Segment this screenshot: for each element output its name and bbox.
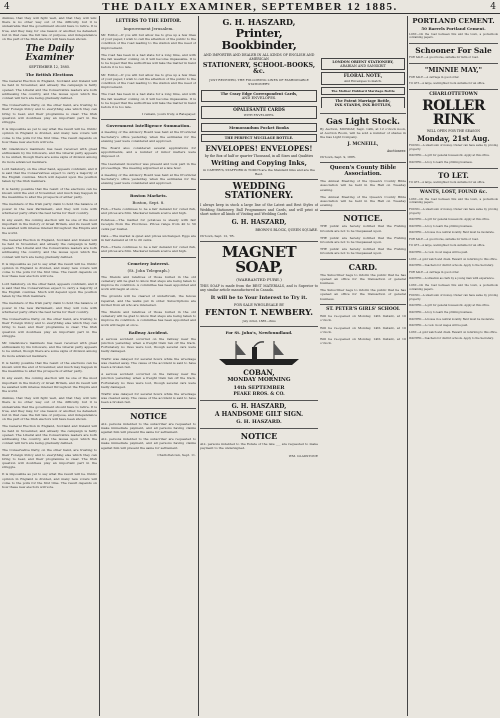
gas-stock-heading: Gas Light Stock. — [326, 116, 400, 126]
article-text: It is hardly possible that the result of the elections can be known until the end of November, and much may happen in the meantime to alter the prospects of either party. — [2, 360, 97, 374]
steamship-illustration — [214, 337, 304, 367]
want-item: LOST.—A gold watch and chain. Reward on returning to this office. — [409, 257, 498, 261]
markets-date: Boston, Sept. 8. — [132, 199, 165, 205]
want-item: WANTED.—A cook. Good wages will be paid. — [409, 251, 469, 255]
envelopes-headline: ENVELOPES! ENVELOPES! — [205, 143, 313, 153]
article-text: In any event, the coming election will be one of the most important in the history of Great Britain, and its result will be awaited with intense interest throughout the Empire and the world. — [2, 217, 97, 235]
box-subtitle: ARABIAN AND SANSKRIT — [340, 64, 386, 68]
soap-date: July 22nd, 1885—6ms — [242, 319, 276, 324]
column-4-ads — [320, 16, 406, 716]
ship-agent: PEAKE BROS. & CO. — [233, 391, 285, 397]
want-item: WANTED.—Teachers for district schools. Apply to the Secretary. — [409, 337, 494, 341]
card-text: The Subscriber begs to inform the public that he has opened an office for the transaction of general business. — [320, 272, 406, 285]
schooner-heading: Schooner For Sale — [415, 45, 492, 55]
column-rule — [407, 16, 408, 716]
box-subtitle: WITH ENVELOPES. — [243, 112, 275, 117]
want-item: TO LET.—A large, well-lighted room suitable for an office. — [409, 244, 486, 248]
column-5 — [409, 16, 498, 716]
box-title: INK STANDS, INK BOTTLES, — [334, 103, 392, 107]
want-item: FOR SALE.—A good horse, suitable for farm or road. — [409, 237, 479, 241]
notice-text: ALL persons indebted to the subscriber are requested to make immediate payment, and all persons having claims against him will present the same for settlement. — [101, 421, 196, 434]
school-text: Will be re-opened on Monday, 14th Instant, at 10 o'clock. — [320, 337, 406, 346]
rink-text: FOUND.—A small sum of money. Owner can have same by proving property. — [409, 144, 498, 151]
card-text: The Subscriber begs to inform the public that he has opened an office for the transaction of general business. — [320, 288, 406, 301]
letter-text: The road has been in a bad state for a long time, and with the fall weather coming on it will become impassable. It is to be hoped that the authorities will take the matter in hand before it is too late. — [101, 92, 196, 110]
notice-text: ALL persons indebted to the subscriber are requested to make immediate payment, and all persons having claims against him will present the same for settlement. — [101, 437, 196, 450]
box-title: THE PERFECT MUCILAGE BOTTLE. — [224, 135, 294, 140]
notice-text: THE public are hereby notified that the Fishing Grounds are not to be trespassed upon. — [320, 235, 406, 244]
shipping-heading: For St. John's, Newfoundland. — [225, 330, 293, 336]
inks-headline: Writing and Copying Inks, — [211, 158, 307, 167]
box-title: LONDON ORIENT STATIONERY, — [332, 60, 394, 64]
section-heading: Cemetery Interest. — [127, 260, 170, 266]
stationery-box — [201, 134, 317, 142]
schooner-name: "MINNIE MAY," — [424, 66, 483, 75]
rink-subline: WILL OPEN FOR THE SEASON — [426, 129, 481, 134]
schooner-text: FOR SALE.—A good horse, suitable for farm or road. — [409, 56, 479, 60]
article-text: The friends and relatives of those buried in the old cemetery will be glad to know that steps are being taken to improve its condition. A committee has been appointed and work will begin at once. — [101, 274, 196, 292]
school-text: Will be re-opened on Monday, 14th Instant, at 10 o'clock. — [320, 314, 406, 323]
article-text: A serious accident occurred on the railway near the junction yesterday, when a freight train ran off the track. Fortunately no lives were lost, though several cars were badly damaged. — [101, 372, 196, 389]
want-item: WANTED.—A situation as clerk by a young man with experience. — [409, 277, 495, 281]
want-item: WANTED.—A girl for general housework. Apply at this office. — [409, 304, 490, 308]
market-text: Oats.—The market is quiet and prices unchanged. Eggs are in fair demand at 18 to 20 cents. — [101, 233, 196, 242]
stationery-box — [321, 72, 405, 85]
ad-address: BROWN'S BLOCK, QUEEN SQUARE. — [255, 227, 318, 232]
soap-wholesale: FOR SALE WHOLESALE BY — [233, 302, 285, 307]
auctioneer-title: Auctioneer. — [386, 149, 406, 154]
newspaper-title: THE DAILY EXAMINER, SEPTEMBER 12 1885. — [102, 0, 398, 13]
advertiser-name: G. H. HASZARD, — [222, 17, 296, 27]
notice-heading: NOTICE. — [343, 213, 383, 224]
letters-subheading: Improvement Jerusalem. — [123, 26, 174, 31]
divider — [409, 187, 498, 188]
cement-heading: PORTLAND CEMENT. — [412, 17, 495, 25]
box-title: The Mother Hubbard Marriage Bottle — [331, 89, 395, 93]
schooner-text: TO LET.—A large, well-lighted room suitable for an office. — [409, 82, 486, 86]
divider — [200, 400, 318, 401]
wedding-headline: WEDDING STATIONERY. — [224, 182, 294, 202]
want-item: WANTED.—Teachers for district schools. Apply to the Secretary. — [409, 264, 494, 268]
want-item: FOUND.—A small sum of money. Owner can have same by proving property. — [409, 294, 498, 301]
box-title: Memorandum Pocket Books — [229, 124, 289, 130]
ship-icon — [214, 337, 304, 367]
to-let-heading: TO LET. — [438, 170, 469, 180]
article-text: Traffic was delayed for several hours while the wreckage was cleared away. The cause of the accident is said to have been a broken rail. — [101, 356, 196, 369]
rink-location: CHARLOTTETOWN — [429, 91, 478, 97]
market-text: Fish.—There continues to be a fair demand for cured fish, and prices are firm. Mackerel remain scarce and high. — [101, 245, 196, 254]
box-title: FLORAL NOTE, — [343, 74, 383, 79]
want-item: WANTED.—A cook. Good wages will be paid. — [409, 324, 469, 328]
divider — [409, 168, 498, 169]
article-text: dismiss, that they will fight well, and that they will win: there is no other way out of the difficulty, but it is undesirable that the government should have to retire. It is true, and they may, for one reason or another, be defeated; but in that case the full tale of purpose, and independence on the part of the Irish electors will have been shown. — [2, 396, 97, 422]
advertiser-name: G. H. HASZARD, — [231, 403, 287, 411]
roller-rink-headline: ROLLER RINK — [422, 98, 485, 129]
want-item: LOST.—On the road between this and the town, a pocketbook containing papers. — [409, 284, 498, 291]
bible-association-heading: Queen's County Bible Association. — [329, 165, 397, 177]
divider — [200, 326, 318, 327]
article-text: The Board also considered several applications for appointments, and a number of minor matters were disposed of. — [101, 146, 196, 159]
article-text: The Lieutenant Governor was present and took part in the proceedings. The meeting adjourned at a late hour. — [101, 161, 196, 170]
stationery-box-row — [200, 104, 318, 121]
market-text: Fish.—There continues to be a fair demand for cured fish, and prices are firm. Mackerel remain scarce and high. — [101, 206, 196, 215]
notice-text: THE public are hereby notified that the Fishing Grounds are not to be trespassed upon. — [320, 247, 406, 256]
notice-heading: NOTICE — [130, 410, 167, 421]
box-subtitle: And Envelopes to match. — [344, 79, 382, 83]
article-text: The friends and relatives of those buried in the old cemetery will be glad to know that steps are being taken to improve its condition. A committee has been appointed and work will begin at once. — [101, 309, 196, 327]
article-title: The British Elections — [25, 72, 74, 78]
article-text: dismiss, that they will fight well, and that they will win: there is no other way out of the difficulty, but it is undesirable that the government should have to retire. It is true, and they may, for one reason or another, be defeated; but in that case the full tale of purpose, and independence on the part of the Irish electors will have been shown. — [2, 16, 97, 42]
stationery-box-row — [200, 88, 318, 104]
article-text: Mr. Gladstone's manifesto has been received with great enthusiasm by his followers, and the Liberal party appears to be united, though there are some signs of division among its more advanced members. — [2, 147, 97, 164]
want-item: FOR SALE.—A carriage in good order. — [409, 270, 460, 274]
ad-signature: G. H. HASZARD. — [236, 419, 282, 426]
wedding-text: I always keep in stock a large line of the Latest and Best Styles of Wedding Stationery, Ball Programmes and Cards, and will print at short notice all kinds of Visiting and Wedding Cards — [200, 203, 318, 217]
page-number-right: 4 — [490, 1, 496, 12]
notice-text: THE public are hereby notified that the Fishing Grounds are not to be trespassed upon. — [320, 224, 406, 233]
ad-signature: G. H. HASZARD, — [231, 218, 287, 226]
want-item: LOST.—A gold watch and chain. Reward on returning to this office. — [409, 330, 498, 334]
want-item: WANTED.—A boy to learn the printing business. — [409, 311, 473, 315]
soap-callout: It will be to Your Interest to Try it. — [210, 294, 308, 301]
article-text: The Conservative Party, on the other hand, are trusting to their Foreign Policy and to everything else which they can bring to bear, and their programme is clear. The Irish question will doubtless play an important part in the struggle. — [2, 316, 97, 338]
ship-name: COBAN, — [243, 368, 275, 378]
column-rule — [198, 16, 199, 716]
masthead — [0, 0, 500, 14]
divider — [320, 210, 406, 211]
letter-signature: I remain, yours truly, A Ratepayer. — [142, 112, 196, 117]
box-title: OPALESANTE CARDS — [233, 107, 285, 113]
divider — [200, 241, 318, 242]
box-title: The Patent Marriage Bottle, — [335, 99, 391, 103]
letter-text: Mr. Editor,—If you will but allow me to give up a few lines of your paper, I wish to call the attention of the public to the condition of the road leading to the station and the need of improvement. — [101, 72, 196, 90]
school-text: Will be re-opened on Monday, 14th Instant, at 10 o'clock. — [320, 325, 406, 334]
ad-subline: AND IMPORTER AND DEALER IN ALL KINDS OF ENGLISH AND AMERICAN — [203, 53, 315, 61]
bible-association-text: The Annual Meeting of the Queen's County Bible Association will be held in the Hall on Tuesday evening. — [320, 194, 406, 208]
notice-signature: WM. GLADSTONE — [288, 453, 318, 458]
want-item: LOST.—On the road between this and the town, a pocketbook containing papers. — [409, 197, 498, 205]
article-text: It is impossible as yet to say what the result will be. Public opinion in England is divided, and many new voters will come to the polls for the first time. The result depends on how these new electors will vote. — [2, 472, 97, 490]
card-heading: CARD. — [348, 261, 378, 272]
stationery-box — [201, 106, 317, 119]
article-text: The grounds will be cleared of underbrush, the fences repaired, and the walks put in order. Subscriptions are invited from all who are interested. — [101, 294, 196, 307]
page-number-left: 4 — [4, 1, 10, 12]
letters-heading: LETTERS TO THE EDITOR. — [115, 19, 182, 24]
markets-heading: Boston Markets. — [129, 192, 168, 198]
article-text: The members of the Irish party claim to hold the balance of power in the new Parliament, and they will vote with whichever party offers the best terms for their country. — [2, 202, 97, 215]
want-item: WANTED.—A girl for general housework. Apply at this office. — [409, 218, 490, 222]
article-text: Lord Salisbury, on the other hand, appears confident, and it is said that the Conservatives expect to carry a majority of the English counties. Much will depend upon the position taken by the Irish members. — [2, 166, 97, 184]
gift-sign-headline: A HANDSOME GILT SIGN. — [214, 411, 304, 419]
cement-text: LOST.—On the road between this and the town, a pocketbook containing papers. — [409, 32, 498, 40]
article-text: The Conservative Party, on the other hand, are trusting to their Foreign Policy and to everything else which they can bring to bear, and their programme is clear. The Irish question will doubtless play an important part in the struggle. — [2, 448, 97, 470]
article-text: It is impossible as yet to say what the result will be. Public opinion in England is divided, and many new voters will come to the polls for the first time. The result depends on how these new electors will vote. — [2, 127, 97, 144]
notice-text: ALL persons indebted to the Estate of the late ___ are requested to make payment to the undersigned. — [200, 442, 318, 451]
ship-departure-date: 14th SEPTEMBER — [233, 384, 285, 391]
stationery-box — [321, 97, 405, 108]
article-text: The General Election in England, Scotland and Ireland will be held in November, and already the campaign is fairly opened. The Liberal and the Conservative leaders are both addressing the country, and the issues upon which the contest will turn are being gradually defined. — [2, 424, 97, 446]
article-text: The General Election in England, Scotland and Ireland will be held in November, and already the campaign is fairly opened. The Liberal and the Conservative leaders are both addressing the country, and the issues upon which the contest will turn are being gradually defined. — [2, 79, 97, 101]
article-text: Traffic was delayed for several hours while the wreckage was cleared away. The cause of the accident is said to have been a broken rail. — [101, 391, 196, 405]
divider — [320, 304, 406, 305]
article-text: A serious accident occurred on the railway near the junction yesterday, when a freight train ran off the track. Fortunately no lives were lost, though several cars were badly damaged. — [101, 336, 196, 354]
to-let-text: TO LET.—A large, well-lighted room suitable for an office. — [409, 180, 486, 184]
section-heading: Government Intelligence Summation. — [106, 123, 191, 129]
rink-text: WANTED.—A boy to learn the printing business. — [409, 161, 473, 165]
article-text: A meeting of the Advisory Board was held at the Provincial Secretary's office yesterday, when the estimates for the ensuing year were considered and approved. — [101, 130, 196, 143]
auctioneer-name: J. MCNEILL, — [347, 141, 379, 147]
want-item: FOUND.—A small sum of money. Owner can have same by proving property. — [409, 207, 498, 215]
article-text: Mr. Gladstone's manifesto has been received with great enthusiasm by his followers, and the Liberal party appears to be united, though there are some signs of division among its more advanced members. — [2, 340, 97, 358]
box-title: The Crazy Edge Correspondent Cards, — [220, 91, 298, 96]
article-text: The General Election in England, Scotland and Ireland will be held in November, and already the campaign is fairly opened. The Liberal and the Conservative leaders are both addressing the country, and the issues upon which the contest will turn are being gradually defined. — [2, 237, 97, 259]
want-item: WANTED.—A house in a central locality. Rent must be moderate. — [409, 317, 495, 321]
article-text: A meeting of the Advisory Board was held at the Provincial Secretary's office yesterday, when the estimates for the ensuing year were considered and approved. — [101, 173, 196, 186]
market-text: Potatoes.—The market for potatoes is steady with fair receipts from the Provinces. Prices range from 40 to 50 cents per bushel. — [101, 218, 196, 231]
notice-signature: Charlottetown, Sept. 11. — [157, 452, 196, 457]
stationery-box — [321, 58, 405, 70]
soap-text: THIS SOAP is made from the BEST MATERIALS, and is Superior to any similar article manufactured in Canada. — [200, 283, 318, 293]
article-text: The members of the Irish party claim to hold the balance of power in the new Parliament, and they will vote with whichever party offers the best terms for their country. — [2, 301, 97, 314]
soap-seller: FENTON T. NEWBERY. — [204, 307, 314, 318]
stationery-box — [201, 90, 317, 102]
want-item: WANTED.—A house in a central locality. Rent must be moderate. — [409, 231, 495, 235]
ship-departure-day: MONDAY MORNING — [227, 377, 291, 384]
rink-text: WANTED.—A girl for general housework. Apply at this office. — [409, 154, 490, 158]
cement-subheading: 50 Barrels Portland Cement. — [421, 25, 486, 31]
divider — [409, 63, 498, 64]
envelopes-text: by the Box of half or quarter Thousand, in all Sizes and Qualities — [204, 153, 314, 158]
ad-headline: Printer, Bookbinder, — [221, 26, 297, 52]
bible-association-text: The Annual Meeting of the Queen's County Bible Association will be held in the Hall on Tuesday evening. — [320, 179, 406, 192]
ad-headline: STATIONERY, SCHOOL-BOOKS, &c. — [202, 62, 316, 76]
schooner-text: FOR SALE.—A carriage in good order. — [409, 75, 460, 79]
dateline: SEPTEMBER 12, 1885. — [28, 65, 71, 70]
rink-open-date: Monday, 21st Aug. — [417, 134, 490, 144]
divider — [320, 113, 406, 114]
divider — [409, 43, 498, 44]
column-1 — [2, 16, 97, 716]
ad-date: Ch'town, Sept. 12, '85. — [200, 233, 235, 238]
divider — [101, 189, 196, 190]
notice-heading: NOTICE — [240, 431, 278, 442]
soap-headline: MAGNET SOAP, — [221, 242, 297, 276]
letter-text: Mr. Editor,—If you will but allow me to give up a few lines of your paper, I wish to call the attention of the public to the condition of the road leading to the station and the need of improvement. — [101, 33, 196, 50]
article-text: It is hardly possible that the result of the elections can be known until the end of November, and much may happen in the meantime to alter the prospects of either party. — [2, 186, 97, 200]
divider — [320, 162, 406, 163]
column-rule — [99, 16, 100, 716]
school-heading: ST. PETER'S GIRLS' SCHOOL — [326, 306, 400, 312]
stationery-box — [201, 123, 317, 132]
column-4-stationery-continuation — [320, 16, 406, 108]
divider — [320, 259, 406, 260]
stationery-box — [321, 87, 405, 95]
divider — [101, 119, 196, 120]
article-text: In any event, the coming election will be one of the most important in the history of Great Britain, and its result will be awaited with intense interest throughout the Empire and the world. — [2, 376, 97, 394]
divider — [200, 179, 318, 180]
column-3-ads — [200, 16, 318, 716]
article-text: The Conservative Party, on the other hand, are trusting to their Foreign Policy and to everything else which they can bring to bear, and their programme is clear. The Irish question will doubtless play an important part in the struggle. — [2, 103, 97, 125]
column-2 — [101, 16, 196, 716]
wants-heading: WANTS, LOST, FOUND &c. — [419, 190, 488, 196]
want-item: WANTED.—A boy to learn the printing business. — [409, 224, 473, 228]
letter-text: The road has been in a bad state for a long time, and with the fall weather coming on it will become impassable. It is to be hoped that the authorities will take the matter in hand before it is too late. — [101, 52, 196, 70]
box-subtitle: AND ENVELOPES. — [241, 95, 277, 100]
section-heading: The Daily Examiner — [25, 44, 74, 64]
divider — [409, 89, 498, 90]
ad-subline: JUST RECEIVED, THE FOLLOWING LINES OF FASHIONABLE STATIONERY: — [209, 77, 309, 86]
soap-subline: (WARRANTED PURE.) — [236, 276, 282, 282]
section-heading: Railway Accident. — [128, 329, 169, 335]
gas-stock-date: Ch'town, Sept. 9, 1885. — [320, 155, 356, 160]
divider — [200, 428, 318, 429]
inks-text: in CARTER'S, STAFFORD & TODD'S are the Standard Inks and are the Best. — [203, 168, 315, 177]
article-text: Lord Salisbury, on the other hand, appears confident, and it is said that the Conservatives expect to carry a majority of the English counties. Much will depend upon the position taken by the Irish members. — [2, 281, 97, 299]
divider — [101, 257, 196, 258]
section-source: (St. John Telegraph.) — [127, 267, 170, 273]
article-text: It is impossible as yet to say what the result will be. Public opinion in England is divided, and many new voters will come to the polls for the first time. The result depends on how these new electors will vote. — [2, 261, 97, 279]
divider — [101, 408, 196, 409]
gas-stock-text: By Auction, MONDAY, Sept. 14th, at 12 o'clock noon, at Auction Room, will be sold a number of shares in the Gas Light Company. — [320, 127, 406, 140]
